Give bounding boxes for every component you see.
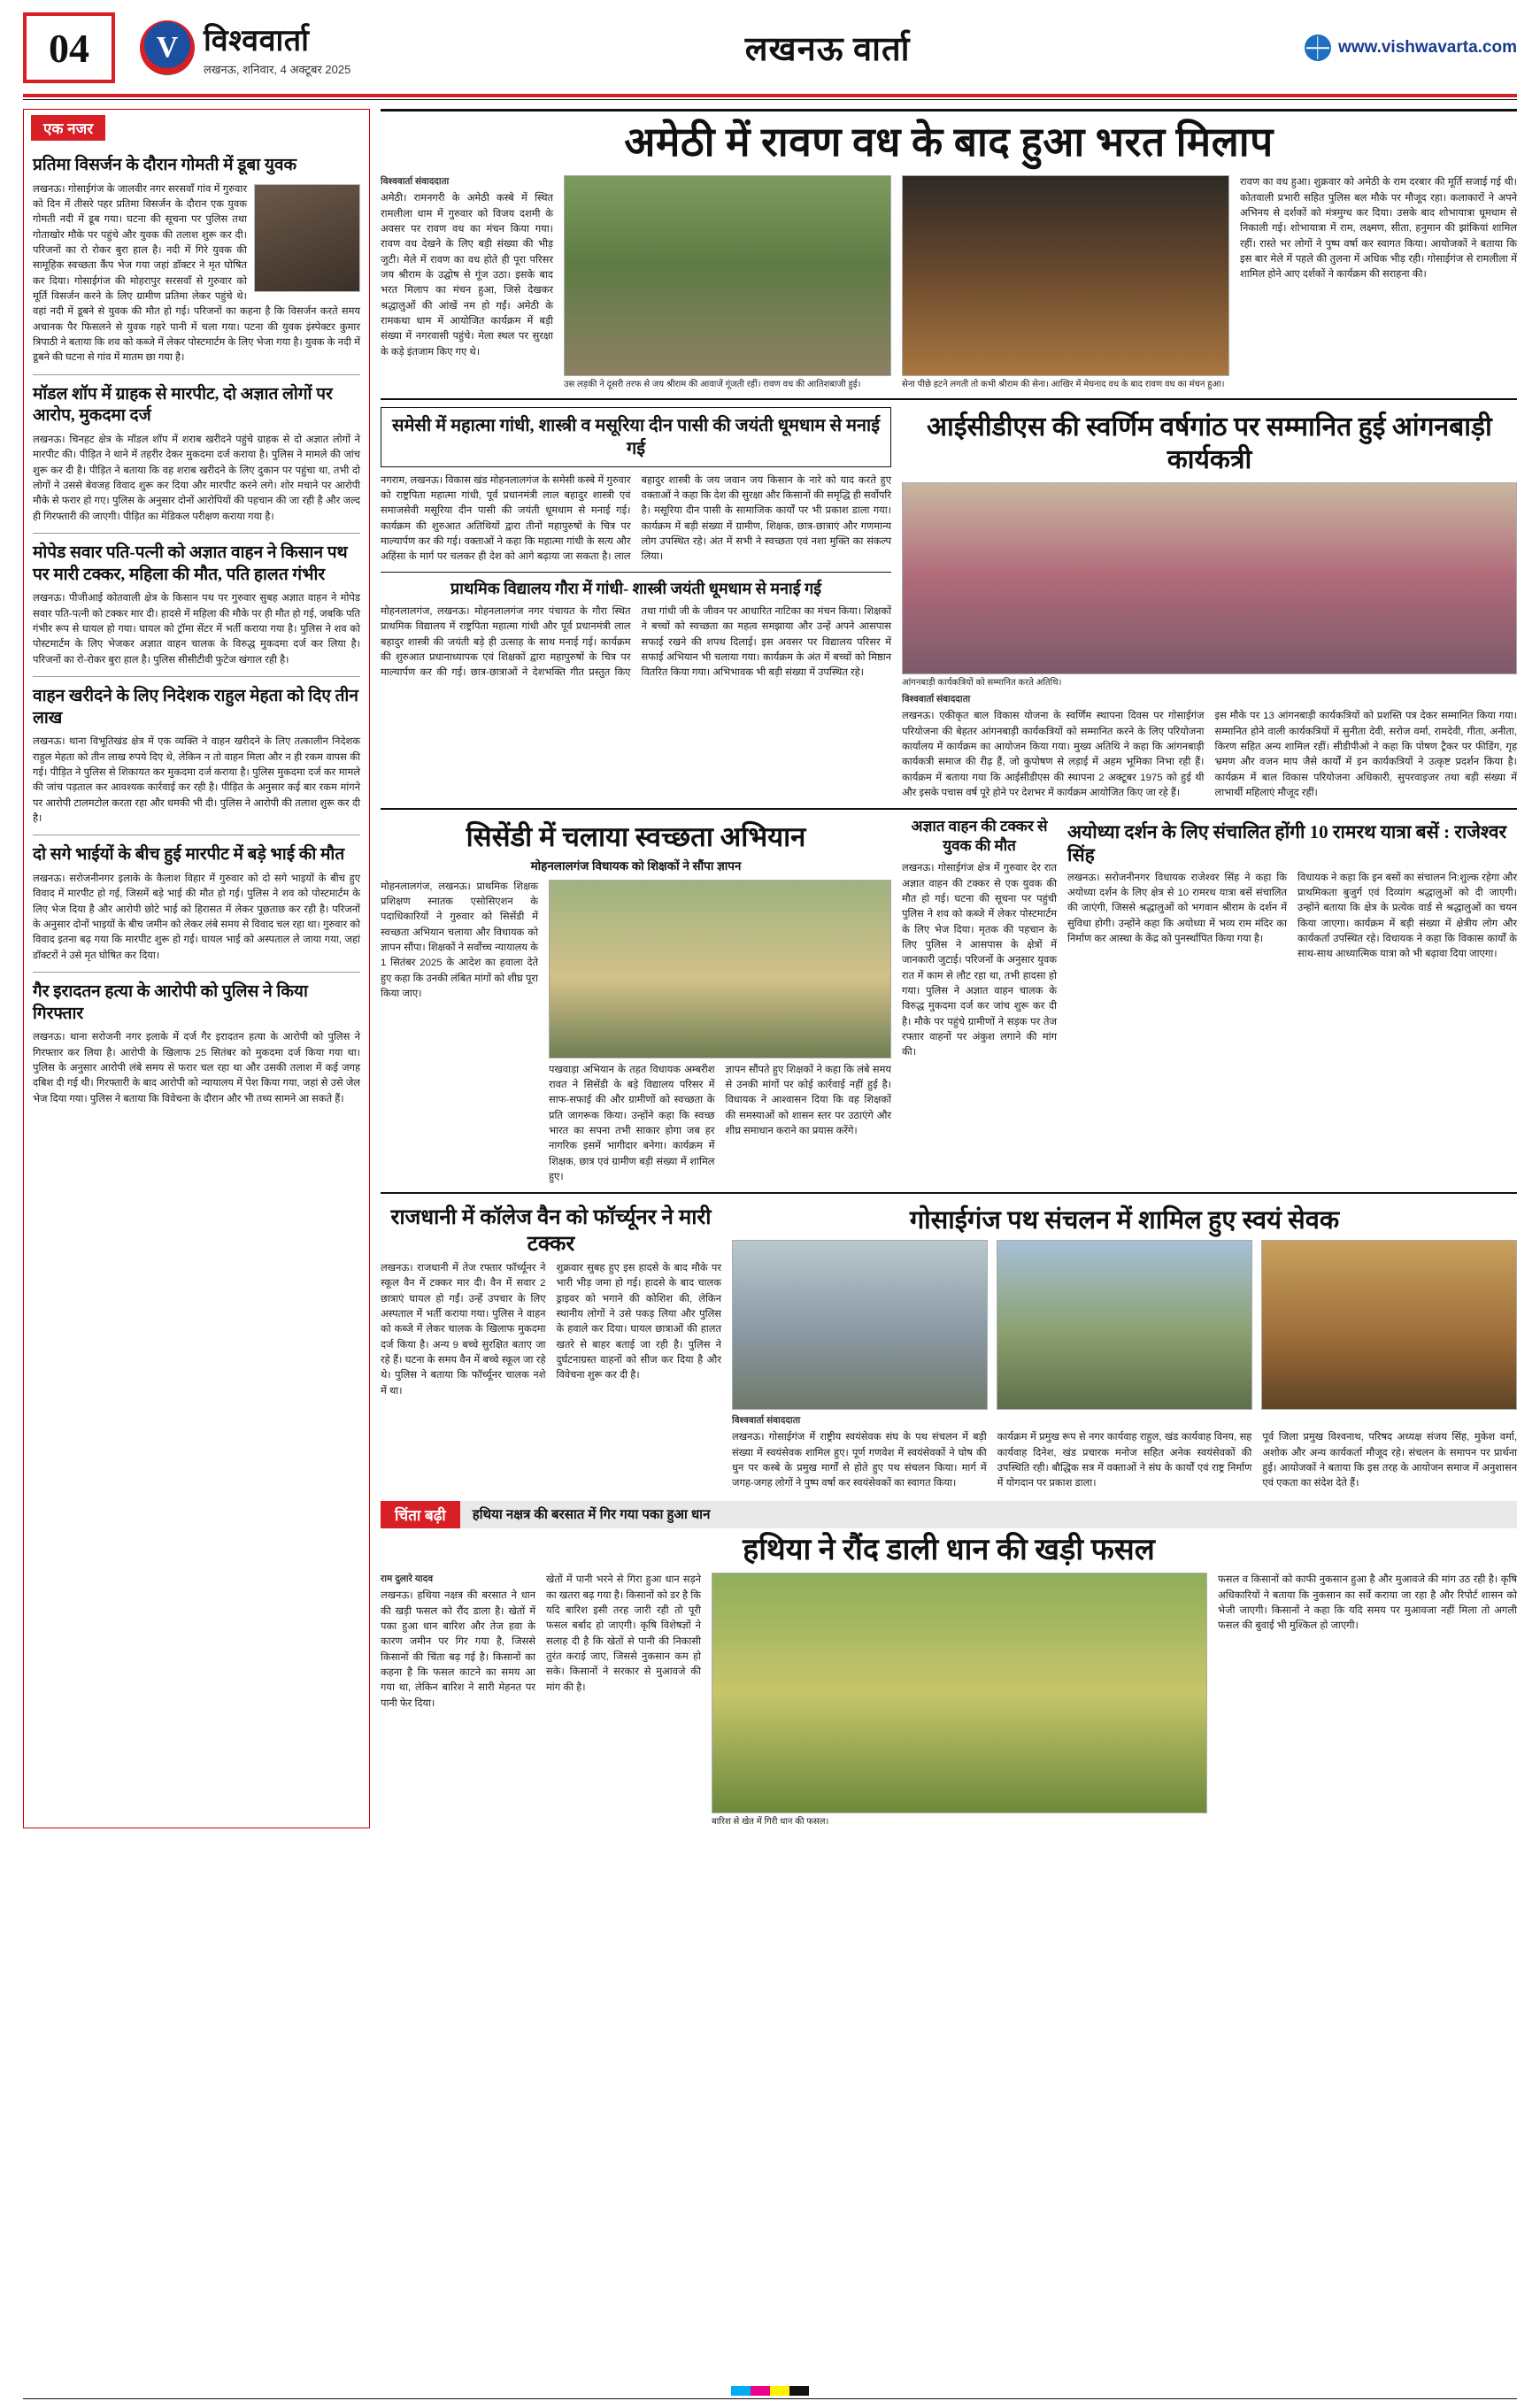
rajdhani-headline: राजधानी में कॉलेज वैन को फॉर्च्यूनर ने मारी टक्कर (390, 1206, 712, 1257)
story-headline: मॉडल शॉप में ग्राहक से मारपीट, दो अज्ञात लोगों पर आरोप, मुकदमा दर्ज (33, 384, 333, 426)
icds-byline: विश्ववार्ता संवाददाता (902, 694, 971, 705)
crop-headline: हथिया ने रौंद डाली धान की खड़ी फसल (743, 1533, 1155, 1566)
swachhata-photo (549, 880, 891, 1058)
ayodhya-headline: अयोध्या दर्शन के लिए संचालित होंगी 10 रामरथ यात्रा बसें : राजेश्वर सिंह (1067, 821, 1507, 866)
ek-nazar-tag: एक नजर (31, 115, 105, 141)
globe-icon (1305, 35, 1331, 61)
story-headline: प्रतिमा विसर्जन के दौरान गोमती में डूबा युवक (33, 156, 297, 174)
story-body: लखनऊ। पीजीआई कोतवाली क्षेत्र के किसान पथ पर गुरुवार सुबह अज्ञात वाहन ने मोपेड सवार पति-पत्नी को टक्कर मार दी। हादसे में महिला की मौके पर ही मौत हो गई, जबकि पति गंभीर रूप से घायल हो गया। घायल को ट्रॉमा सेंटर में भर्ती कराया गया है। पुलिस ने शव को पोस्टमार्टम के लिए भेजकर अज्ञात वाहन चालक के विरुद्ध मुकदमा दर्ज कर लिया है। परिजनों का रो-रोकर बुरा हाल है। पुलिस सीसीटीवी फुटेज खंगाल रही है। (33, 593, 360, 666)
masthead-rule (23, 94, 1517, 97)
crop-photo-caption: बारिश से खेत में गिरी धान की फसल। (712, 1817, 829, 1828)
crop-byline: राम दुलारे यादव (381, 1574, 434, 1585)
crop-body-1: लखनऊ। हथिया नक्षत्र की बरसात ने धान की खड़ी फसल को रौंद डाला है। खेतों में पका हुआ धान बारिश और तेज हवा के कारण जमीन पर गिर गया है, जिससे किसानों की चिंता बढ़ गई है। किसानों का कहना है कि फसल काटने का समय आ गया था, लेकिन बारिश ने सारी मेहनत पर पानी फेर दिया। (381, 1590, 535, 1709)
website-url: www.vishwavarta.com (1337, 38, 1517, 57)
gandhi-headline-box (381, 407, 891, 467)
gandhi-headline: समेसी में महात्मा गांधी, शास्त्री व मसूरिया दीन पासी की जयंती धूमधाम से मनाई गई (391, 415, 881, 458)
swachhata-body-1: मोहनलालगंज, लखनऊ। प्राथमिक शिक्षक प्रशिक्षण स्नातक एसोसिएशन के पदाधिकारियों ने गुरुवार को सिसेंडी में स्वच्छता अभियान चलाया और विधायक को ज्ञापन सौंपा। शिक्षकों ने सर्वोच्च न्यायालय के 1 सितंबर 2025 के आदेश का हवाला देते हुए कहा कि उनकी लंबित मांगों को शीघ्र पूरा किया जाए। (381, 881, 538, 999)
lead-story-row (381, 175, 1517, 391)
lead-body-right: रावण का वध हुआ। शुक्रवार को अमेठी के राम दरबार की मूर्ति सजाई गई थी। कोतवाली प्रभारी सहित पुलिस बल मौके पर मौजूद रहा। कलाकारों ने अपने अभिनय से दर्शकों को मंत्रमुग्ध कर दिया। उसके बाद शोभायात्रा धूमधाम से निकाली गई। शोभायात्रा में राम, लक्ष्मण, सीता, हनुमान की झांकियां शामिल रहीं। रास्ते भर लोगों ने पुष्प वर्षा कर स्वागत किया। आयोजकों ने बताया कि इस बार मेले में पहले की तुलना में अधिक भीड़ रही। गोसाईगंज से रामलीला में शामिल होने आए दर्शकों ने कार्यक्रम की सराहना की। (1240, 177, 1517, 281)
alert-tag: चिंता बढ़ी (381, 1501, 460, 1528)
crop-body-2: खेतों में पानी भरने से गिरा हुआ धान सड़ने का खतरा बढ़ गया है। किसानों को डर है कि यदि बारिश इसी तरह जारी रही तो पूरी फसल बर्बाद हो जाएगी। कृषि विशेषज्ञों ने सलाह दी है कि खेतों से पानी की निकासी तुरंत कराई जाए, जिससे नुकसान कम हो सके। किसानों ने सरकार से मुआवजे की मांग की है। (546, 1574, 701, 1693)
gosai-body-2: कार्यक्रम में प्रमुख रूप से नगर कार्यवाह राहुल, खंड कार्यवाह विनय, सह कार्यवाह दिनेश, खंड प्रचारक मनोज सहित अनेक स्वयंसेवकों की उपस्थिति रही। बौद्धिक सत्र में वक्ताओं ने संघ के कार्यों एवं राष्ट्र निर्माण में योगदान पर प्रकाश डाला। (997, 1432, 1252, 1489)
second-band (381, 407, 1517, 801)
story-body: लखनऊ। थाना सरोजनी नगर इलाके में दर्ज गैर इरादतन हत्या के आरोपी को पुलिस ने गिरफ्तार कर लिया है। आरोपी के खिलाफ 25 सितंबर को मुकदमा दर्ज किया गया था। पुलिस के अनुसार आरोपी लंबे समय से फरार चल रहा था और उसकी तलाश में कई जगह दबिश दी गई थी। गिरफ्तारी के बाद आरोपी को न्यायालय में पेश किया गया, जहां से उसे जेल भेज दिया गया। पुलिस ने बताया कि विवेचना के दौरान और भी तथ्य सामने आ सकते हैं। (33, 1032, 360, 1104)
ayodhya-body-2: विधायक ने कहा कि इन बसों का संचालन नि:शुल्क रहेगा और प्राथमिकता बुजुर्ग एवं दिव्यांग श्रद्धालुओं को दी जाएगी। उन्होंने बताया कि क्षेत्र के प्रत्येक वार्ड से श्रद्धालुओं का चयन किया जाएगा। कार्यक्रम में बड़ी संख्या में क्षेत्रीय लोग और कार्यकर्ता उपस्थित रहे। विधायक ने कहा कि विकास कार्यों के साथ-साथ आध्यात्मिक यात्रा को भी बढ़ावा दिया जाएगा। (1297, 872, 1517, 960)
icds-body-2: इस मौके पर 13 आंगनबाड़ी कार्यकत्रियों को प्रशस्ति पत्र देकर सम्मानित किया गया। सम्मानित होने वाली कार्यकत्रियों में सुनीता देवी, सरोज वर्मा, रामदेवी, गीता, अनीता, किरण सहित अन्य शामिल रहीं। सीडीपीओ ने कहा कि पोषण ट्रैकर पर फीडिंग, गृह भ्रमण और वजन माप जैसे कार्यों में इन कार्यकत्रियों ने उत्कृष्ट प्रदर्शन किया है। कार्यक्रम में बाल विकास परियोजना अधिकारी, सुपरवाइजर तथा बड़ी संख्या में लाभार्थी महिलाएं मौजूद रहीं। (1214, 711, 1517, 798)
byline: विश्ववार्ता संवाददाता (381, 176, 450, 188)
story-headline: मोपेड सवार पति-पत्नी को अज्ञात वाहन ने किसान पथ पर मारी टक्कर, महिला की मौत, पति हालत गंभीर (33, 543, 348, 584)
edition-title: लखनऊ वार्ता (744, 31, 911, 68)
accident-headline: अज्ञात वाहन की टक्कर से युवक की मौत (911, 818, 1048, 855)
swachhata-subhead: मोहनलालगंज विधायक को शिक्षकों ने सौंपा ज्ञापन (530, 858, 742, 873)
icds-body-1: लखनऊ। एकीकृत बाल विकास योजना के स्वर्णिम स्थापना दिवस पर गोसाईगंज परियोजना की बेहतर आंगनबाड़ी कार्यकत्रियों को सम्मानित करने के लिए परियोजना कार्यालय में कार्यक्रम का आयोजन किया गया। मुख्य अतिथि ने कहा कि आंगनबाड़ी कार्यकत्री समाज की रीढ़ हैं, जो कुपोषण से लड़ाई में अहम भूमिका निभा रही हैं। कार्यक्रम में बताया गया कि आईसीडीएस की स्थापना 2 अक्टूबर 1975 को हुई थी और इसके पचास वर्ष पूरे होने पर देशभर में कार्यक्रम आयोजित किए जा रहे हैं। (902, 711, 1205, 798)
school-body: मोहनलालगंज, लखनऊ। मोहनलालगंज नगर पंचायत के गौरा स्थित प्राथमिक विद्यालय में राष्ट्रपिता महात्मा गांधी और पूर्व प्रधानमंत्री लाल बहादुर शास्त्री की जयंती बड़े ही उत्साह के साथ मनाई गई। कार्यक्रम की शुरुआत प्रधानाध्यापक एवं शिक्षकों द्वारा महापुरुषों के चित्र पर माल्यार्पण कर की गई। छात्र-छात्राओं ने देशभक्ति गीत प्रस्तुत किए तथा गांधी जी के जीवन पर आधारित नाटिका का मंचन किया। शिक्षकों ने बच्चों को स्वच्छता का महत्व समझाया और उन्हें अपने आसपास सफाई रखने की शपथ दिलाई। इस अवसर पर विद्यालय परिसर में सफाई अभियान भी चलाया गया। कार्यक्रम के अंत में बच्चों को मिष्ठान वितरित किया गया। अभिभावक भी बड़ी संख्या में उपस्थित रहे। (381, 606, 891, 679)
cmyk-registration-marks (731, 2386, 809, 2396)
gosai-photo-3 (1261, 1240, 1517, 1410)
publication-title: विश्ववार्ता (204, 25, 310, 58)
website-link[interactable] (1305, 35, 1517, 61)
lead-photo-2-caption: सेना पीछे हटने लगती तो कभी श्रीराम की सेना। आखिर में मेघनाद वध के बाद रावण वध का मंचन हुआ। (902, 380, 1225, 390)
lead-photo-2 (902, 175, 1229, 376)
accident-body: लखनऊ। गोसाईगंज क्षेत्र में गुरुवार देर रात अज्ञात वाहन की टक्कर से एक युवक की मौत हो गई। घटना की सूचना पर पहुंची पुलिस ने शव को कब्जे में लेकर पोस्टमार्टम के लिए भेज दिया। मृतक की पहचान के लिए पुलिस ने आसपास के क्षेत्रों में जानकारी जुटाई। परिजनों के अनुसार युवक रात में काम से लौट रहा था, तभी हादसा हो गया। पुलिस ने अज्ञात वाहन चालक के विरुद्ध मुकदमा दर्ज कर जांच शुरू कर दी है। मौके पर पहुंचे ग्रामीणों ने सड़क पर तेज रफ्तार वाहनों पर अंकुश लगाने की मांग की। (902, 863, 1057, 1058)
rajdhani-body-1: लखनऊ। राजधानी में तेज रफ्तार फॉर्च्यूनर ने स्कूल वैन में टक्कर मार दी। वैन में सवार 2 छात्राएं घायल हो गईं। उन्हें उपचार के लिए अस्पताल में भर्ती कराया गया। पुलिस ने वाहन को कब्जे में लेकर चालक के खिलाफ मुकदमा दर्ज किया है। अन्य 9 बच्चे सुरक्षित बताए जा रहे हैं। घटना के समय वैन में बच्चे स्कूल जा रहे थे। पुलिस ने बताया कि फॉर्च्यूनर चालक नशे में था। (381, 1263, 546, 1397)
story-body: लखनऊ। चिनहट क्षेत्र के मॉडल शॉप में शराब खरीदने पहुंचे ग्राहक से दो अज्ञात लोगों ने मारपीट की। पीड़ित ने थाने में तहरीर देकर मुकदमा दर्ज कराया है। पुलिस ने मामले की जांच शुरू कर दी है। पीड़ित ने बताया कि वह शराब खरीदने के लिए दुकान पर पहुंचा था, तभी दो लोगों ने उससे बेवजह विवाद शुरू कर दिया और मारपीट करने लगे। शोर मचाने पर आरोपी मौके से फरार हो गए। पुलिस के अनुसार दोनों आरोपियों की पहचान की जा रही है और जल्द ही गिरफ्तारी की जाएगी। पीड़ित का मेडिकल परीक्षण कराया गया है। (33, 435, 360, 522)
lead-headline: अमेठी में रावण वध के बाद हुआ भरत मिलाप (624, 119, 1274, 165)
lead-photo-1 (564, 175, 891, 376)
gosai-byline: विश्ववार्ता संवाददाता (732, 1415, 801, 1427)
publication-logo (131, 19, 350, 77)
story-body: लखनऊ। थाना विभूतिखंड क्षेत्र में एक व्यक्ति ने वाहन खरीदने के लिए तत्कालीन निदेशक राहुल मेहता को तीन लाख रुपये दिए थे, लेकिन न तो वाहन मिला और न ही रकम वापस की गई। पीड़ित ने पुलिस से शिकायत कर मुकदमा दर्ज कराया है। पुलिस मुकदमा दर्ज कर मामले की जांच पड़ताल कर आवश्यक कार्रवाई कर रही है। पीड़ित के अनुसार कई बार रकम मांगने पर आरोपी टालमटोल करता रहा और धमकी भी दी। पुलिस ने आरोपी की तलाश शुरू कर दी है। (33, 736, 360, 824)
gosai-body-3: पूर्व जिला प्रमुख विश्वनाथ, परिषद अध्यक्ष संजय सिंह, मुकेश वर्मा, अशोक और अन्य कार्यकर्ता मौजूद रहे। संचलन के समापन पर प्रार्थना हुई। आयोजकों ने बताया कि इस तरह के आयोजन समाज में अनुशासन एवं एकता का संदेश देते हैं। (1262, 1432, 1518, 1489)
crop-body-3: फसल व किसानों को काफी नुकसान हुआ है और मुआवजे की मांग उठ रही है। कृषि अधिकारियों ने बताया कि नुकसान का सर्वे कराया जा रहा है और रिपोर्ट शासन को भेजी जाएगी। किसानों ने कहा कि यदि समय पर मुआवजा नहीं मिला तो अगली फसल की बुवाई भी मुश्किल हो जाएगी। (1218, 1574, 1517, 1632)
swachhata-body-3: ज्ञापन सौंपते हुए शिक्षकों ने कहा कि लंबे समय से उनकी मांगों पर कोई कार्रवाई नहीं हुई है। विधायक ने आश्वासन दिया कि वह शिक्षकों की समस्याओं को शासन स्तर पर उठाएंगे और शीघ्र समाधान कराने का प्रयास करेंगे। (725, 1064, 891, 1136)
swachhata-headline: सिसेंडी में चलाया स्वच्छता अभियान (466, 821, 806, 853)
story-headline: गैर इरादतन हत्या के आरोपी को पुलिस ने किया गिरफ्तार (33, 981, 308, 1023)
page-number: 04 (23, 12, 115, 83)
fourth-band (381, 1201, 1517, 1492)
story-headline: दो सगे भाईयों के बीच हुई मारपीट में बड़े भाई की मौत (33, 845, 345, 865)
rajdhani-body-2: शुक्रवार सुबह हुए इस हादसे के बाद मौके पर भारी भीड़ जमा हो गई। हादसे के बाद चालक ड्राइवर को भगाने की कोशिश की, लेकिन स्थानीय लोगों ने उसे पकड़ लिया और पुलिस के हवाले कर दिया। घायल छात्राओं की हालत खतरे से बाहर बताई जा रही है। पुलिस ने दुर्घटनाग्रस्त वाहनों को सीज कर दिया है और विवेचना शुरू कर दी है। (556, 1263, 721, 1381)
icds-photo-caption: आंगनबाड़ी कार्यकत्रियों को सम्मानित करते अतिथि। (902, 677, 1062, 688)
lead-photo-1-caption: उस लड़की ने दूसरी तरफ से जय श्रीराम की आवाजें गूंजती रहीं। रावण वध की आतिशबाजी हुई। (564, 380, 861, 390)
crop-band (381, 1573, 1517, 1828)
gosai-photo-2 (997, 1240, 1252, 1410)
gosai-body-1: लखनऊ। गोसाईगंज में राष्ट्रीय स्वयंसेवक संघ के पथ संचलन में बड़ी संख्या में स्वयंसेवक शामिल हुए। पूर्ण गणवेश में स्वयंसेवकों ने घोष की धुन पर कस्बे के प्रमुख मार्गों से होते हुए पथ संचलन किया। मार्ग में जगह-जगह लोगों ने पुष्प वर्षा कर स्वयंसेवकों का स्वागत किया। (732, 1432, 987, 1489)
swachhata-body-2: पखवाड़ा अभियान के तहत विधायक अम्बरीश रावत ने सिसेंडी के बड़े विद्यालय परिसर में साफ-सफाई की और ग्रामीणों को स्वच्छता के प्रति जागरूक किया। उन्होंने कहा कि स्वच्छ भारत का सपना तभी साकार होगा जब हर नागरिक इसमें भागीदार बनेगा। कार्यक्रम में शिक्षक, छात्र एवं ग्रामीण बड़ी संख्या में शामिल हुए। (549, 1064, 715, 1182)
story-headline: वाहन खरीदने के लिए निदेशक राहुल मेहता को दिए तीन लाख (33, 686, 358, 727)
third-band (381, 817, 1517, 1185)
icds-headline: आईसीडीएस की स्वर्णिम वर्षगांठ पर सम्मानित हुई आंगनबाड़ी कार्यकत्री (927, 412, 1492, 475)
gosai-headline: गोसाईगंज पथ संचलन में शामिल हुए स्वयं सेवक (909, 1206, 1340, 1235)
main-content (381, 109, 1517, 1828)
story-body: लखनऊ। सरोजनीनगर इलाके के कैलाश विहार में गुरुवार को दो सगे भाइयों के बीच हुए विवाद में मारपीट हो गई, जिसमें बड़े भाई की मौत हो गई। पुलिस ने शव को पोस्टमार्टम के लिए भेज दिया है और आरोपी छोटे भाई को हिरासत में लेकर पूछताछ कर रही है। परिजनों के अनुसार दोनों भाइयों के बीच जमीन को लेकर लंबे समय से विवाद चल रहा था। गुरुवार को विवाद इतना बढ़ गया कि मारपीट शुरू हो गई। घायल भाई को अस्पताल ले जाया गया, जहां डॉक्टरों ने उसे मृत घोषित कर दिया। (33, 873, 360, 961)
icds-photo (902, 482, 1517, 674)
school-headline: प्राथमिक विद्यालय गौरा में गांधी- शास्त्री जयंती धूमधाम से मनाई गई (450, 579, 822, 597)
alert-strip (381, 1501, 1517, 1528)
masthead (0, 0, 1540, 88)
logo-icon (140, 20, 195, 75)
publication-dateline: लखनऊ, शनिवार, 4 अक्टूबर 2025 (204, 63, 351, 76)
story-thumbnail (254, 184, 360, 292)
gosai-photo-1 (732, 1240, 988, 1410)
ayodhya-body-1: लखनऊ। सरोजनीनगर विधायक राजेश्वर सिंह ने कहा कि अयोध्या दर्शन के लिए क्षेत्र से 10 रामरथ यात्रा बसें संचालित की जाएंगी, जिससे श्रद्धालुओं को भगवान श्रीराम के दर्शन में सुविधा होगी। उन्होंने कहा कि अयोध्या में भव्य राम मंदिर का निर्माण कर आस्था के केंद्र को पुनर्स्थापित किया गया है। (1067, 872, 1287, 945)
ek-nazar-column (23, 109, 370, 1828)
gandhi-body: नगराम, लखनऊ। विकास खंड मोहनलालगंज के समेसी कस्बे में गुरुवार को राष्ट्रपिता महात्मा गांधी, पूर्व प्रधानमंत्री लाल बहादुर शास्त्री एवं समाजसेवी मसूरिया दीन पासी की जयंती धूमधाम से मनाई गई। कार्यक्रम की शुरुआत अतिथियों द्वारा तीनों महापुरुषों के चित्र पर माल्यार्पण कर की गई। वक्ताओं ने कहा कि महात्मा गांधी के सत्य और अहिंसा के मार्ग पर चलकर ही देश को आगे बढ़ाया जा सकता है। लाल बहादुर शास्त्री के जय जवान जय किसान के नारे को याद करते हुए वक्ताओं ने कहा कि देश की सुरक्षा और किसानों की समृद्धि ही सर्वोपरि है। मसूरिया दीन पासी के सामाजिक कार्यों पर भी प्रकाश डाला गया। कार्यक्रम में बड़ी संख्या में ग्रामीण, शिक्षक, छात्र-छात्राएं और गणमान्य लोग उपस्थित रहे। अंत में सभी ने स्वच्छता एवं नशा मुक्ति का संकल्प लिया। (381, 474, 891, 563)
alert-text: हथिया नक्षत्र की बरसात में गिर गया पका हुआ धान (460, 1501, 1517, 1528)
crop-photo (712, 1573, 1207, 1813)
lead-body-left: अमेठी। रामनगरी के अमेठी कस्बे में स्थित रामलीला धाम में गुरुवार को विजय दशमी के अवसर पर रावण वध का मंचन किया गया। रावण वध देखने के लिए बड़ी संख्या की भीड़ जुटी। मेले में रावण का वध होते ही पूरा परिसर जय श्रीराम के उद्घोष से गूंज उठा। इसके बाद भरत मिलाप का मंचन हुआ, जिसे देखकर श्रद्धालुओं की आंखें नम हो गईं। अमेठी के रामकथा धाम में आयोजित कार्यक्रम में बड़ी संख्या में नगरवासी पहुंचे। मेला स्थल पर सुरक्षा के कड़े इंतजाम किए गए थे। (381, 193, 553, 358)
story-body: लखनऊ। गोसाईगंज के जालवीर नगर सरसवाँ गांव में गुरुवार को दिन में तीसरे पहर प्रतिमा विसर्जन के दौरान एक युवक गोमती नदी में डूब गया। घटना की सूचना पर पुलिस तथा गोताखोर मौके पर पहुंचे और युवक की तलाश शुरू कर दी। परिजनों का रो रोकर बुरा हाल है। नदी में गिरे युवक की सामूहिक स्वच्छता कैंप भेज गया जहां डॉक्टर ने मृत घोषित कर दिया। गोसाईगंज की मोहरापुर सरसवाँ से गुरुवार को मूर्ति विसर्जन करने के लिए ग्रामीण प्रतिमा लेकर पहुंचे थे। वहां नदी में डूबने से युवक की मौत हो गई। परिजनों का कहना है कि विसर्जन करते समय अचानक पैर फिसलने से युवक गहरे पानी में चला गया। पटना की युवक इंस्पेक्टर कुमार त्रिपाठी ने बताया कि शव को कब्जे में लेकर पोस्टमार्टम के लिए भेजा गया है। युवक के नदी में डूबने की घटना से गांव में मातम छा गया है। (33, 183, 360, 364)
